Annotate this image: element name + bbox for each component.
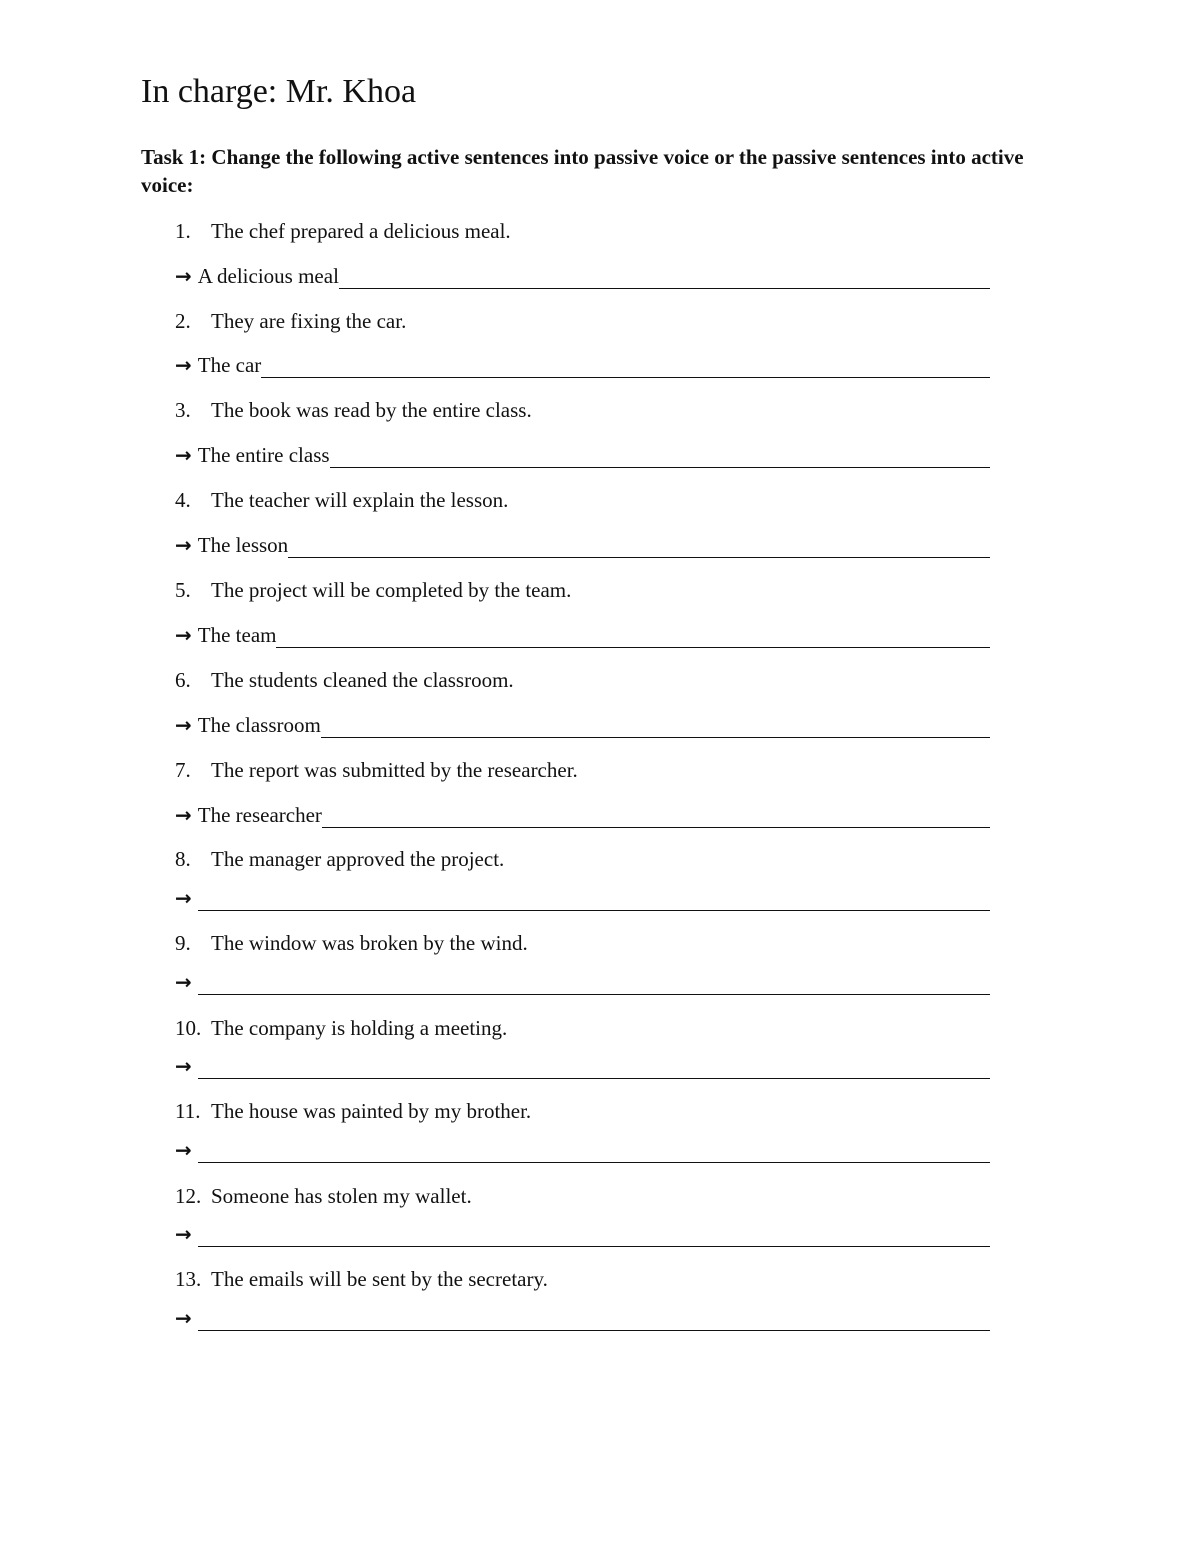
question-number: 7.: [175, 758, 191, 782]
answer-blank[interactable]: [276, 625, 990, 648]
answer-blank[interactable]: [261, 355, 990, 378]
answer-blank[interactable]: [322, 805, 990, 828]
question-number: 4.: [175, 488, 191, 512]
answer-line-9[interactable]: [175, 968, 990, 996]
answer-blank[interactable]: [339, 266, 990, 289]
answer-blank[interactable]: [321, 715, 990, 738]
answer-prefix: The researcher: [197, 803, 322, 827]
arrow-icon: →: [175, 264, 192, 288]
question-item-3: [175, 396, 532, 424]
question-sentence: The window was broken by the wind.: [211, 931, 528, 955]
answer-prefix: The lesson: [197, 533, 289, 557]
answer-line-11[interactable]: [175, 1136, 990, 1164]
arrow-icon: →: [175, 1054, 192, 1078]
question-number: 9.: [175, 931, 191, 955]
question-sentence: The teacher will explain the lesson.: [211, 488, 509, 512]
question-number: 6.: [175, 668, 191, 692]
question-sentence: The report was submitted by the researcher.: [211, 758, 578, 782]
question-sentence: The chef prepared a delicious meal.: [211, 219, 511, 243]
question-item-1: [175, 217, 511, 245]
question-sentence: Someone has stolen my wallet.: [211, 1184, 472, 1208]
question-number: 5.: [175, 578, 191, 602]
answer-line-10[interactable]: [175, 1052, 990, 1080]
question-item-9: [175, 929, 528, 957]
answer-blank[interactable]: [330, 445, 990, 468]
question-item-2: [175, 307, 406, 335]
arrow-icon: →: [175, 1138, 192, 1162]
arrow-icon: →: [175, 803, 192, 827]
question-item-12: [175, 1182, 472, 1210]
question-item-6: [175, 666, 514, 694]
question-number: 1.: [175, 219, 191, 243]
question-sentence: The students cleaned the classroom.: [211, 668, 514, 692]
arrow-icon: →: [175, 353, 192, 377]
answer-blank[interactable]: [198, 972, 990, 995]
arrow-icon: →: [175, 886, 192, 910]
answer-prefix: The classroom: [197, 713, 321, 737]
question-number: 13.: [175, 1267, 202, 1291]
arrow-icon: →: [175, 623, 192, 647]
answer-prefix: The entire class: [197, 443, 330, 467]
question-item-5: [175, 576, 571, 604]
answer-prefix: The team: [197, 623, 277, 647]
arrow-icon: →: [175, 1306, 192, 1330]
answer-line-3[interactable]: [175, 441, 990, 469]
arrow-icon: →: [175, 443, 192, 467]
question-item-8: [175, 845, 504, 873]
arrow-icon: →: [175, 533, 192, 557]
answer-blank[interactable]: [198, 1140, 990, 1163]
question-number: 11.: [175, 1099, 201, 1123]
answer-line-2[interactable]: [175, 351, 990, 379]
task-instructions: Task 1: Change the following active sentences into passive voice or the passive sentences into active voice:: [141, 145, 1024, 197]
question-item-10: [175, 1014, 507, 1042]
question-sentence: The house was painted by my brother.: [211, 1099, 532, 1123]
arrow-icon: →: [175, 970, 192, 994]
answer-prefix: A delicious meal: [197, 264, 339, 288]
question-number: 2.: [175, 309, 191, 333]
answer-line-5[interactable]: [175, 621, 990, 649]
question-sentence: The project will be completed by the team.: [211, 578, 572, 602]
question-sentence: The emails will be sent by the secretary.: [211, 1267, 548, 1291]
answer-line-12[interactable]: [175, 1220, 990, 1248]
answer-blank[interactable]: [198, 888, 990, 911]
question-sentence: The company is holding a meeting.: [211, 1016, 508, 1040]
answer-prefix: The car: [197, 353, 262, 377]
question-number: 3.: [175, 398, 191, 422]
question-item-11: [175, 1097, 531, 1125]
question-item-4: [175, 486, 508, 514]
answer-line-1[interactable]: [175, 262, 990, 290]
answer-line-6[interactable]: [175, 711, 990, 739]
answer-blank[interactable]: [198, 1308, 990, 1331]
question-number: 10.: [175, 1016, 202, 1040]
page-title: In charge: Mr. Khoa: [141, 73, 417, 110]
arrow-icon: →: [175, 1222, 192, 1246]
question-sentence: The manager approved the project.: [211, 847, 505, 871]
answer-line-13[interactable]: [175, 1304, 990, 1332]
answer-blank[interactable]: [288, 535, 990, 558]
answer-line-7[interactable]: [175, 801, 990, 829]
answer-line-8[interactable]: [175, 884, 990, 912]
question-sentence: They are fixing the car.: [211, 309, 407, 333]
question-item-13: [175, 1265, 548, 1293]
answer-blank[interactable]: [198, 1224, 990, 1247]
arrow-icon: →: [175, 713, 192, 737]
question-number: 8.: [175, 847, 191, 871]
answer-line-4[interactable]: [175, 531, 990, 559]
question-number: 12.: [175, 1184, 202, 1208]
question-item-7: [175, 756, 578, 784]
question-sentence: The book was read by the entire class.: [211, 398, 532, 422]
answer-blank[interactable]: [198, 1056, 990, 1079]
